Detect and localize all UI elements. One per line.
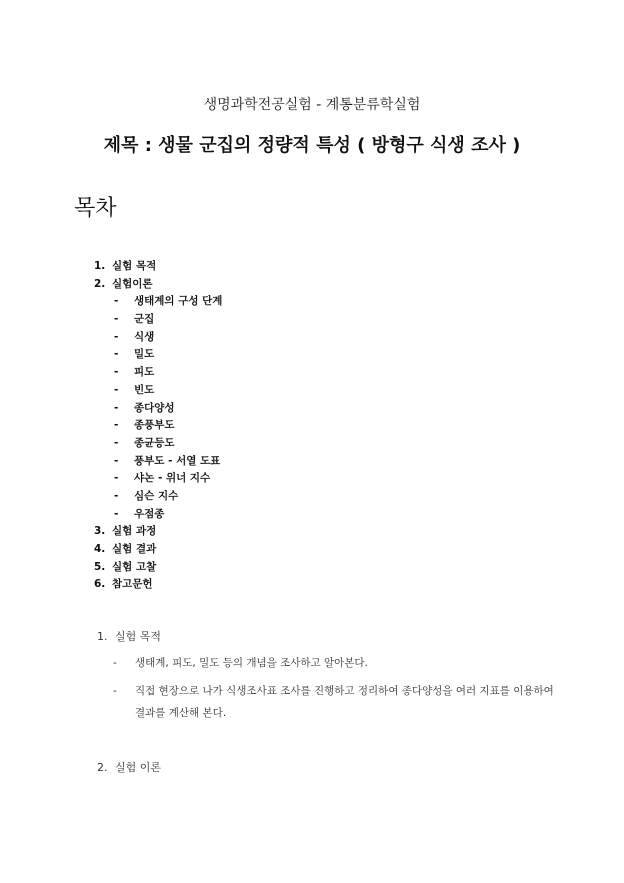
section-heading-purpose: [97, 628, 161, 644]
section-number: 1.: [97, 630, 108, 643]
toc-item-label: 참고문헌: [112, 578, 153, 591]
dash-marker: -: [113, 657, 117, 669]
toc-subitem-label: 밀도: [134, 348, 155, 361]
bullet-item: [113, 652, 563, 674]
section-heading-theory: [97, 759, 161, 775]
toc-item-number: 4.: [94, 543, 106, 555]
toc-subitem-label: 생태계의 구성 단계: [134, 295, 223, 308]
toc-item-number: 1.: [94, 260, 106, 272]
toc-item-label: 실험 과정: [112, 525, 157, 538]
toc-subitem: [94, 329, 222, 347]
toc-subitem-label: 우점종: [134, 507, 165, 520]
dash-marker: -: [114, 330, 119, 343]
dash-marker: -: [114, 401, 119, 414]
document-title: 제목 : 생물 군집의 정량적 특성 ( 방형구 식생 조사 ): [103, 135, 521, 156]
dash-marker: -: [114, 472, 119, 485]
toc-item-theory: [94, 276, 222, 294]
dash-marker: -: [114, 436, 119, 449]
toc-subitem: [94, 470, 222, 488]
toc-subitem: [94, 453, 222, 471]
toc-subitem: [94, 506, 222, 524]
dash-marker: -: [114, 454, 119, 467]
toc-item-purpose: [94, 258, 222, 276]
toc-subitem-label: 피도: [134, 366, 155, 379]
toc-item-number: 5.: [94, 560, 106, 573]
toc-subitem-label: 풍부도 - 서열 도표: [134, 454, 221, 467]
toc-subitem-label: 빈도: [134, 383, 155, 396]
toc-subitem: [94, 346, 222, 364]
toc-item-label: 실험이론: [112, 277, 153, 290]
dash-marker: -: [114, 348, 119, 361]
toc-item-label: 실험 결과: [112, 543, 157, 555]
toc-item-discussion: [94, 559, 222, 577]
toc-item-references: [94, 576, 222, 594]
bullet-item: [113, 680, 563, 724]
toc-subitem: [94, 364, 222, 382]
toc-subitem-label: 식생: [134, 330, 155, 343]
toc-subitem-label: 종풍부도: [134, 419, 175, 432]
dash-marker: -: [114, 295, 119, 308]
toc-subitem-label: 샤논 - 위너 지수: [134, 472, 211, 485]
section-number: 2.: [97, 761, 108, 774]
toc-item-results: [94, 541, 222, 559]
bullet-text: 직접 현장으로 나가 식생조사표 조사를 진행하고 정리하여 종다양성을 여러 지표를 이용하여 결과를 계산해 본다.: [135, 685, 554, 719]
dash-marker: -: [114, 313, 119, 326]
table-of-contents: [94, 258, 222, 594]
toc-item-label: 실험 목적: [112, 260, 157, 272]
dash-marker: -: [114, 383, 119, 396]
toc-subitem-label: 군집: [134, 313, 155, 326]
dash-marker: -: [114, 419, 119, 432]
dash-marker: -: [114, 366, 119, 379]
dash-marker: -: [114, 507, 119, 520]
course-name: 생명과학전공실험 - 계통분류학실험: [203, 97, 421, 113]
toc-subitem-label: 종다양성: [134, 401, 175, 414]
toc-subitem: [94, 382, 222, 400]
toc-subitem: [94, 435, 222, 453]
toc-subitem: [94, 488, 222, 506]
toc-item-number: 6.: [94, 578, 106, 591]
toc-subitem: [94, 311, 222, 329]
toc-subitem-label: 심슨 지수: [134, 489, 179, 502]
bullet-text: 생태계, 피도, 밀도 등의 개념을 조사하고 알아본다.: [135, 657, 368, 669]
toc-subitem: [94, 417, 222, 435]
section-title: 실험 이론: [115, 761, 162, 774]
toc-subitem: [94, 400, 222, 418]
dash-marker: -: [114, 489, 119, 502]
dash-marker: -: [113, 685, 117, 697]
toc-item-procedure: [94, 523, 222, 541]
toc-item-number: 2.: [94, 277, 106, 290]
toc-item-label: 실험 고찰: [112, 560, 157, 573]
toc-subitem: [94, 293, 222, 311]
toc-heading: 목차: [74, 196, 117, 221]
toc-subitem-label: 종균등도: [134, 436, 175, 449]
toc-item-number: 3.: [94, 525, 106, 538]
section-title: 실험 목적: [115, 630, 162, 643]
